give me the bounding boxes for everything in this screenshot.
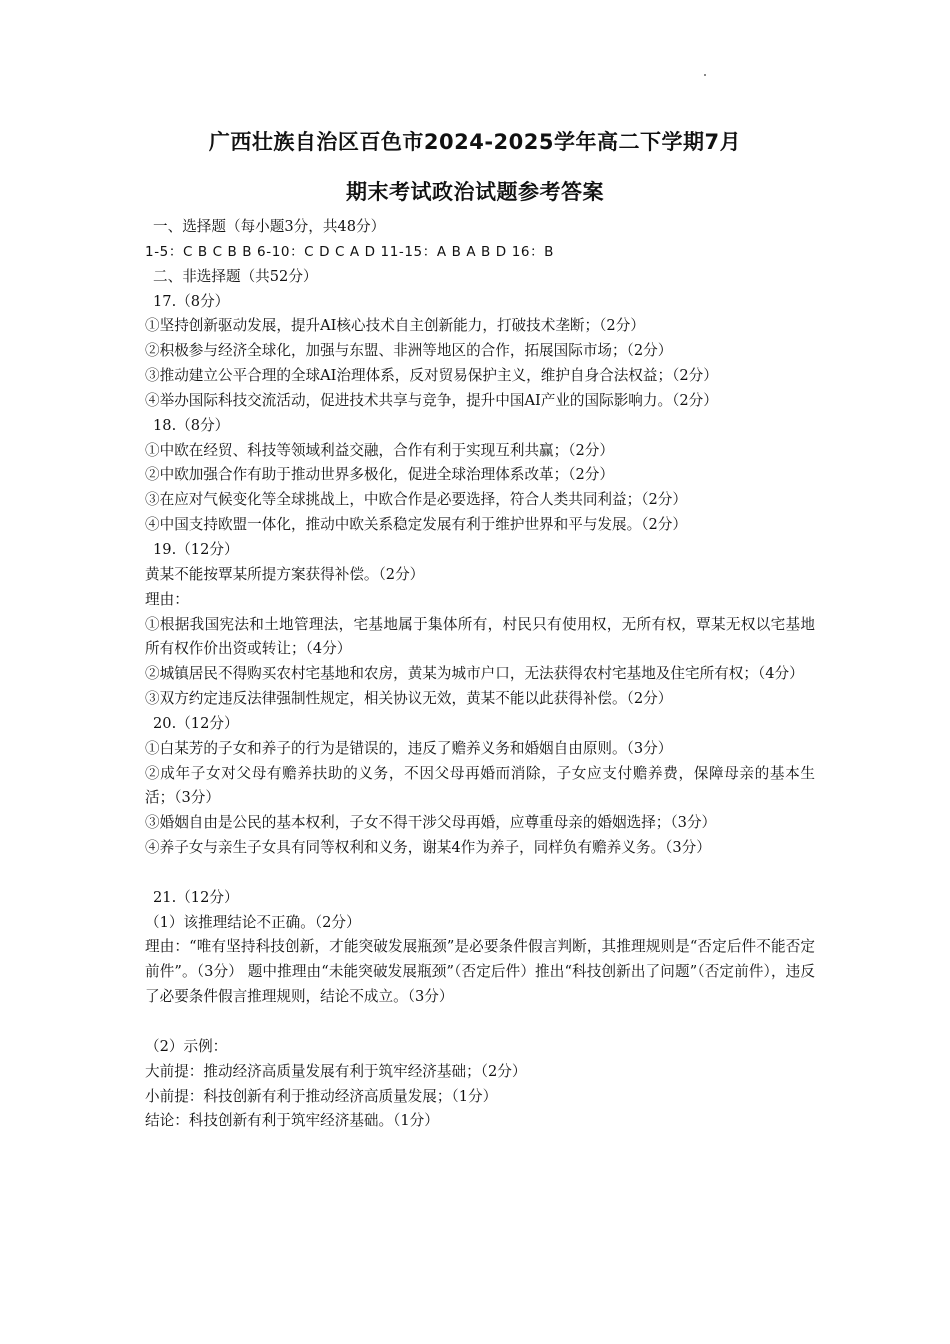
q21-part2: （2）示例：: [145, 1037, 228, 1055]
q18-point: ④中国支持欧盟一体化，推动中欧关系稳定发展有利于维护世界和平与发展。（2分）: [145, 516, 687, 534]
q20-point: ④养子女与亲生子女具有同等权利和义务，谢某4作为养子，同样负有赡养义务。（3分）: [145, 839, 711, 857]
q17-label: 17.（8分）: [153, 292, 230, 310]
q18-point: ①中欧在经贸、科技等领域利益交融，合作有利于实现互利共赢；（2分）: [145, 441, 614, 459]
section2-heading: 二、非选择题（共52分）: [153, 267, 318, 285]
q18-point: ③在应对气候变化等全球挑战上，中欧合作是必要选择，符合人类共同利益；（2分）: [145, 491, 687, 509]
q18-point: ②中欧加强合作有助于推动世界多极化，促进全球治理体系改革；（2分）: [145, 466, 614, 484]
q20-point: ③婚姻自由是公民的基本权利，子女不得干涉父母再婚，应尊重母亲的婚姻选择；（3分）: [145, 814, 717, 832]
choice-answers: 1-5：C B C B B 6-10：C D C A D 11-15：A B A B D 16：B: [145, 243, 555, 260]
q17-point: ③推动建立公平合理的全球AI治理体系，反对贸易保护主义，维护自身合法权益；（2分）: [145, 367, 718, 385]
q19-point: ②城镇居民不得购买农村宅基地和农房，黄某为城市户口，无法获得农村宅基地及住宅所有权；（4分）: [145, 665, 804, 683]
section1-heading: 一、选择题（每小题3分，共48分）: [153, 218, 386, 235]
q21-part1: （1）该推理结论不正确。（2分）: [145, 913, 361, 931]
title-line-1: 广西壮族自治区百色市2024-2025学年高二下学期7月: [208, 130, 742, 154]
q19-point: ③双方约定违反法律强制性规定，相关协议无效，黄某不能以此获得补偿。（2分）: [145, 690, 673, 708]
q17-point: ④举办国际科技交流活动，促进技术共享与竞争，提升中国AI产业的国际影响力。（2分）: [145, 391, 718, 409]
q20-label: 20.（12分）: [153, 714, 239, 732]
spacer: [145, 861, 815, 886]
q19-conclusion: 黄某不能按覃某所提方案获得补偿。（2分）: [145, 565, 425, 583]
q17-point: ①坚持创新驱动发展，提升AI核心技术自主创新能力，打破技术垄断；（2分）: [145, 317, 645, 335]
q21-conclusion: 结论：科技创新有利于筑牢经济基础。（1分）: [145, 1112, 439, 1130]
title-line-2: 期末考试政治试题参考答案: [346, 180, 604, 204]
q20-point: ②成年子女对父母有赡养扶助的义务，不因父母再婚而消除，子女应支付赡养费，保障母亲的基本生活；（3分）: [145, 764, 815, 807]
q21-major-premise: 大前提：推动经济高质量发展有利于筑牢经济基础；（2分）: [145, 1062, 527, 1080]
q19-label: 19.（12分）: [153, 540, 239, 558]
answer-body: [145, 215, 815, 1134]
spacer: [145, 1010, 815, 1035]
q20-point: ①白某芳的子女和养子的行为是错误的，违反了赡养义务和婚姻自由原则。（3分）: [145, 739, 673, 757]
q19-reason-label: 理由：: [145, 590, 189, 608]
q17-point: ②积极参与经济全球化，加强与东盟、非洲等地区的合作，拓展国际市场；（2分）: [145, 342, 673, 360]
q19-point: ①根据我国宪法和土地管理法，宅基地属于集体所有，村民只有使用权，无所有权，覃某无权以宅基地所有权作价出资或转让；（4分）: [145, 615, 815, 658]
scan-dot: [704, 74, 706, 76]
q21-minor-premise: 小前提：科技创新有利于推动经济高质量发展；（1分）: [145, 1087, 498, 1105]
q21-label: 21.（12分）: [153, 888, 239, 906]
q21-part1-reason: 理由：“唯有坚持科技创新，才能突破发展瓶颈”是必要条件假言判断，其推理规则是“否定后件不能否定前件”。（3分） 题中推理由“未能突破发展瓶颈”（否定后件）推出“科技创新出了问题”（否定前件），违反了必要条件假言推理规则，结论不成立。（3分）: [145, 938, 815, 1006]
q18-label: 18.（8分）: [153, 416, 230, 434]
